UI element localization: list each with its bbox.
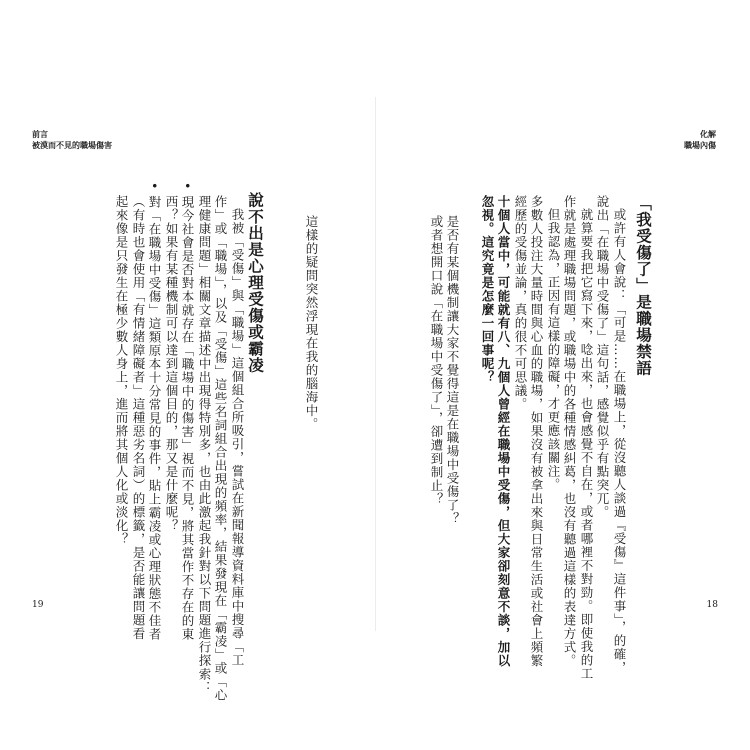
left-page-number: 19 <box>32 600 44 610</box>
text-line: 就算要我把它寫下來，唸出來，也會感覺不自在，或者哪裡不對勁。即使我的工 <box>579 208 594 681</box>
section-heading: 「我受傷了」是職場禁語 <box>634 195 653 377</box>
right-page-number: 18 <box>706 600 718 610</box>
text-line: 多數人投注大量時間與心血的職場，如果沒有被拿出來與日常生活或社會上頻繁 <box>529 195 544 668</box>
text-line: 經歷的受傷並論，真的很不可思議。 <box>513 195 528 411</box>
text-line: 我被「受傷」與「職場」這個組合所吸引，嘗試在新聞報導資料庫中搜尋「工 <box>230 208 245 667</box>
text-line: 理健康問題」相關文章描述中出現得特別多，也由此激起我針對以下問題進行探索： <box>197 195 212 695</box>
text-line: • 現今社會是否對本就存在「職場中的傷害」視而不見，將其當作不存在的東 <box>180 182 195 641</box>
right-running-head-line: 職場內傷 <box>684 140 716 150</box>
bold-line: 忽視。這究竟是怎麼一回事呢？ <box>480 195 495 384</box>
text-line: 這樣的疑問突然浮現在我的腦海中。 <box>304 215 319 431</box>
right-running-head-line: 化解 <box>700 129 716 139</box>
left-running-head-line: 前言 <box>32 129 48 139</box>
text-line: 西？如果有某種機制可以達到這個目的，那又是什麼呢？ <box>164 195 179 533</box>
text-line: 起來像是只發生在極少數人身上，進而將其個人化或淡化？ <box>114 195 129 546</box>
text-line: 是否有某個機制讓大家不覺得這是在職場中受傷了？ <box>445 215 460 526</box>
text-line: （有時也會使用「有情緒障礙者」這種惡劣名詞）的標籤，是否能讓問題看 <box>131 195 146 641</box>
text-line: 說出「在職場中受傷了」這句話，感覺似乎有點突兀。 <box>595 195 610 519</box>
book-spread <box>18 97 732 702</box>
gutter-divider <box>375 97 376 631</box>
bold-line: 十個人當中，可能就有八、九個人曾經在職場中受傷，但大家卻刻意不談，加以 <box>496 195 511 668</box>
section-heading: 說不出是心理受傷或霸凌 <box>246 192 265 374</box>
text-line: 但我認為，正因有這樣的障礙，才更應該關注。 <box>546 208 561 492</box>
text-line: 或者想開口說「在職場中受傷了」，卻遭到制止？ <box>429 215 444 506</box>
text-line: 或許有人會說：「可是……在職場上，從沒聽人談過『受傷』這件事」，的確， <box>612 208 627 675</box>
right-running-head <box>684 129 716 151</box>
text-line: • 對「在職場中受傷」這類原本十分常見的事件，貼上霸凌或心理狀態不佳者 <box>147 182 162 641</box>
left-running-head-line: 被漠而不見的職場傷害 <box>32 140 112 150</box>
text-line: 作就是處理職場問題，或職場中的各種情感糾葛，也沒有聽過這樣的表達方式。 <box>562 195 577 668</box>
text-line: 作」或「職場」，以及「受傷」這些名詞組合出現的頻率，結果發現在「霸凌」或「心 <box>213 195 228 702</box>
left-running-head <box>32 129 112 151</box>
